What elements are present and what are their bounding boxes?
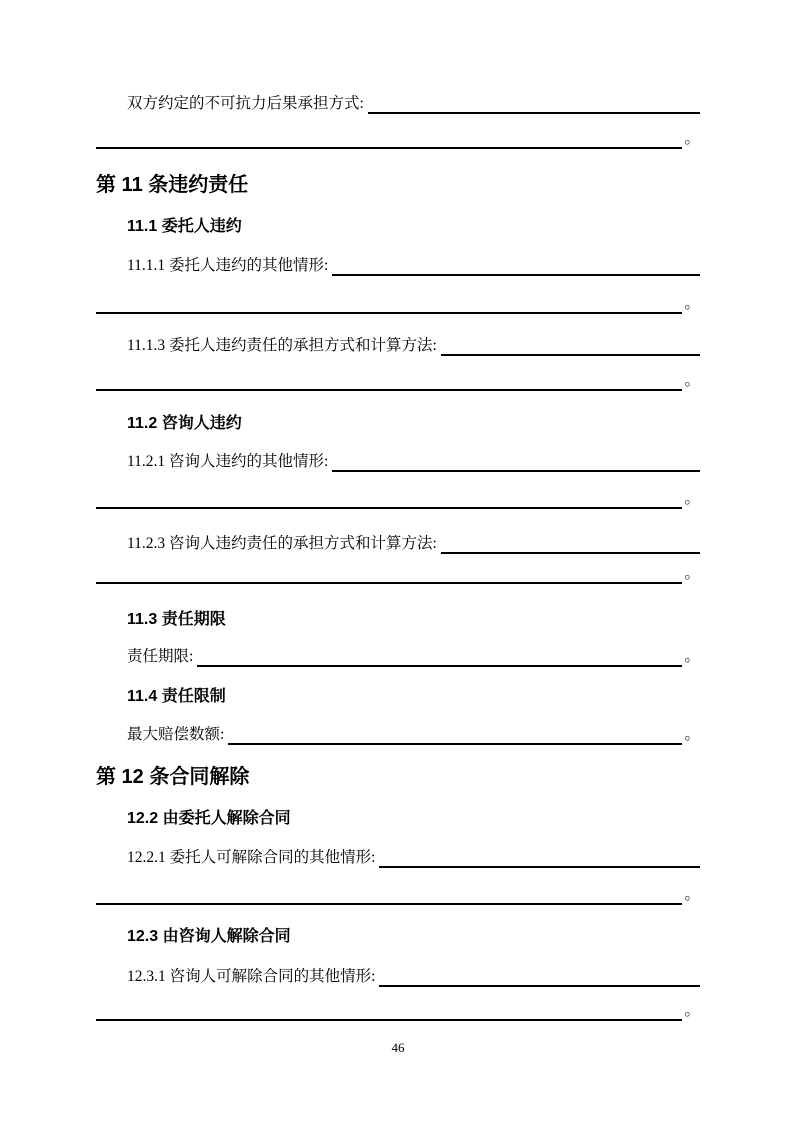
section-11-1-title: 11.1 委托人违约 (127, 218, 242, 235)
blank-line (228, 723, 682, 745)
page-number: 46 (391, 1040, 405, 1055)
blank-line (96, 292, 682, 314)
full-stop: 。 (684, 565, 700, 582)
field-liability-period-label: 责任期限: (127, 648, 194, 665)
full-stop: 。 (684, 372, 700, 389)
blank-line (441, 334, 700, 356)
field-12-3-1-continuation (96, 999, 700, 1021)
field-11-1-1-continuation (96, 292, 700, 314)
field-force-majeure-label: 双方约定的不可抗力后果承担方式: (127, 95, 364, 112)
field-11-1-1-label: 11.1.1 委托人违约的其他情形: (127, 257, 329, 274)
blank-line (379, 965, 700, 987)
full-stop: 。 (684, 886, 700, 903)
blank-line (441, 532, 700, 554)
blank-line (96, 487, 682, 509)
field-11-2-3-label: 11.2.3 咨询人违约责任的承担方式和计算方法: (127, 535, 437, 552)
field-max-compensation-label: 最大赔偿数额: (127, 726, 225, 743)
blank-line (96, 127, 682, 149)
blank-line (96, 883, 682, 905)
field-11-2-1-label: 11.2.1 咨询人违约的其他情形: (127, 453, 329, 470)
field-12-2-1 (127, 846, 700, 868)
section-11-4-title: 11.4 责任限制 (127, 688, 226, 705)
full-stop: 。 (684, 648, 700, 665)
blank-line (197, 645, 682, 667)
full-stop: 。 (684, 1002, 700, 1019)
field-max-compensation (127, 723, 700, 745)
full-stop: 。 (684, 726, 700, 743)
field-12-3-1 (127, 965, 700, 987)
field-11-1-1 (127, 254, 700, 276)
field-11-2-3 (127, 532, 700, 554)
blank-line (96, 999, 682, 1021)
blank-line (96, 369, 682, 391)
field-11-1-3-label: 11.1.3 委托人违约责任的承担方式和计算方法: (127, 337, 437, 354)
field-12-2-1-label: 12.2.1 委托人可解除合同的其他情形: (127, 849, 376, 866)
field-11-1-3-continuation (96, 369, 700, 391)
article-11-title: 第 11 条违约责任 (96, 174, 249, 196)
field-11-2-3-continuation (96, 562, 700, 584)
field-force-majeure (127, 92, 700, 114)
section-11-2-title: 11.2 咨询人违约 (127, 415, 242, 432)
field-11-2-1-continuation (96, 487, 700, 509)
field-liability-period (127, 645, 700, 667)
full-stop: 。 (684, 130, 700, 147)
field-12-2-1-continuation (96, 883, 700, 905)
full-stop: 。 (684, 490, 700, 507)
full-stop: 。 (684, 295, 700, 312)
section-11-3-title: 11.3 责任期限 (127, 611, 226, 628)
blank-line (96, 562, 682, 584)
field-force-majeure-continuation (96, 127, 700, 149)
field-12-3-1-label: 12.3.1 咨询人可解除合同的其他情形: (127, 968, 376, 985)
article-12-title: 第 12 条合同解除 (96, 766, 250, 788)
blank-line (368, 92, 700, 114)
field-11-2-1 (127, 450, 700, 472)
section-12-3-title: 12.3 由咨询人解除合同 (127, 928, 291, 945)
blank-line (332, 450, 700, 472)
blank-line (332, 254, 700, 276)
blank-line (379, 846, 700, 868)
field-11-1-3 (127, 334, 700, 356)
section-12-2-title: 12.2 由委托人解除合同 (127, 810, 291, 827)
